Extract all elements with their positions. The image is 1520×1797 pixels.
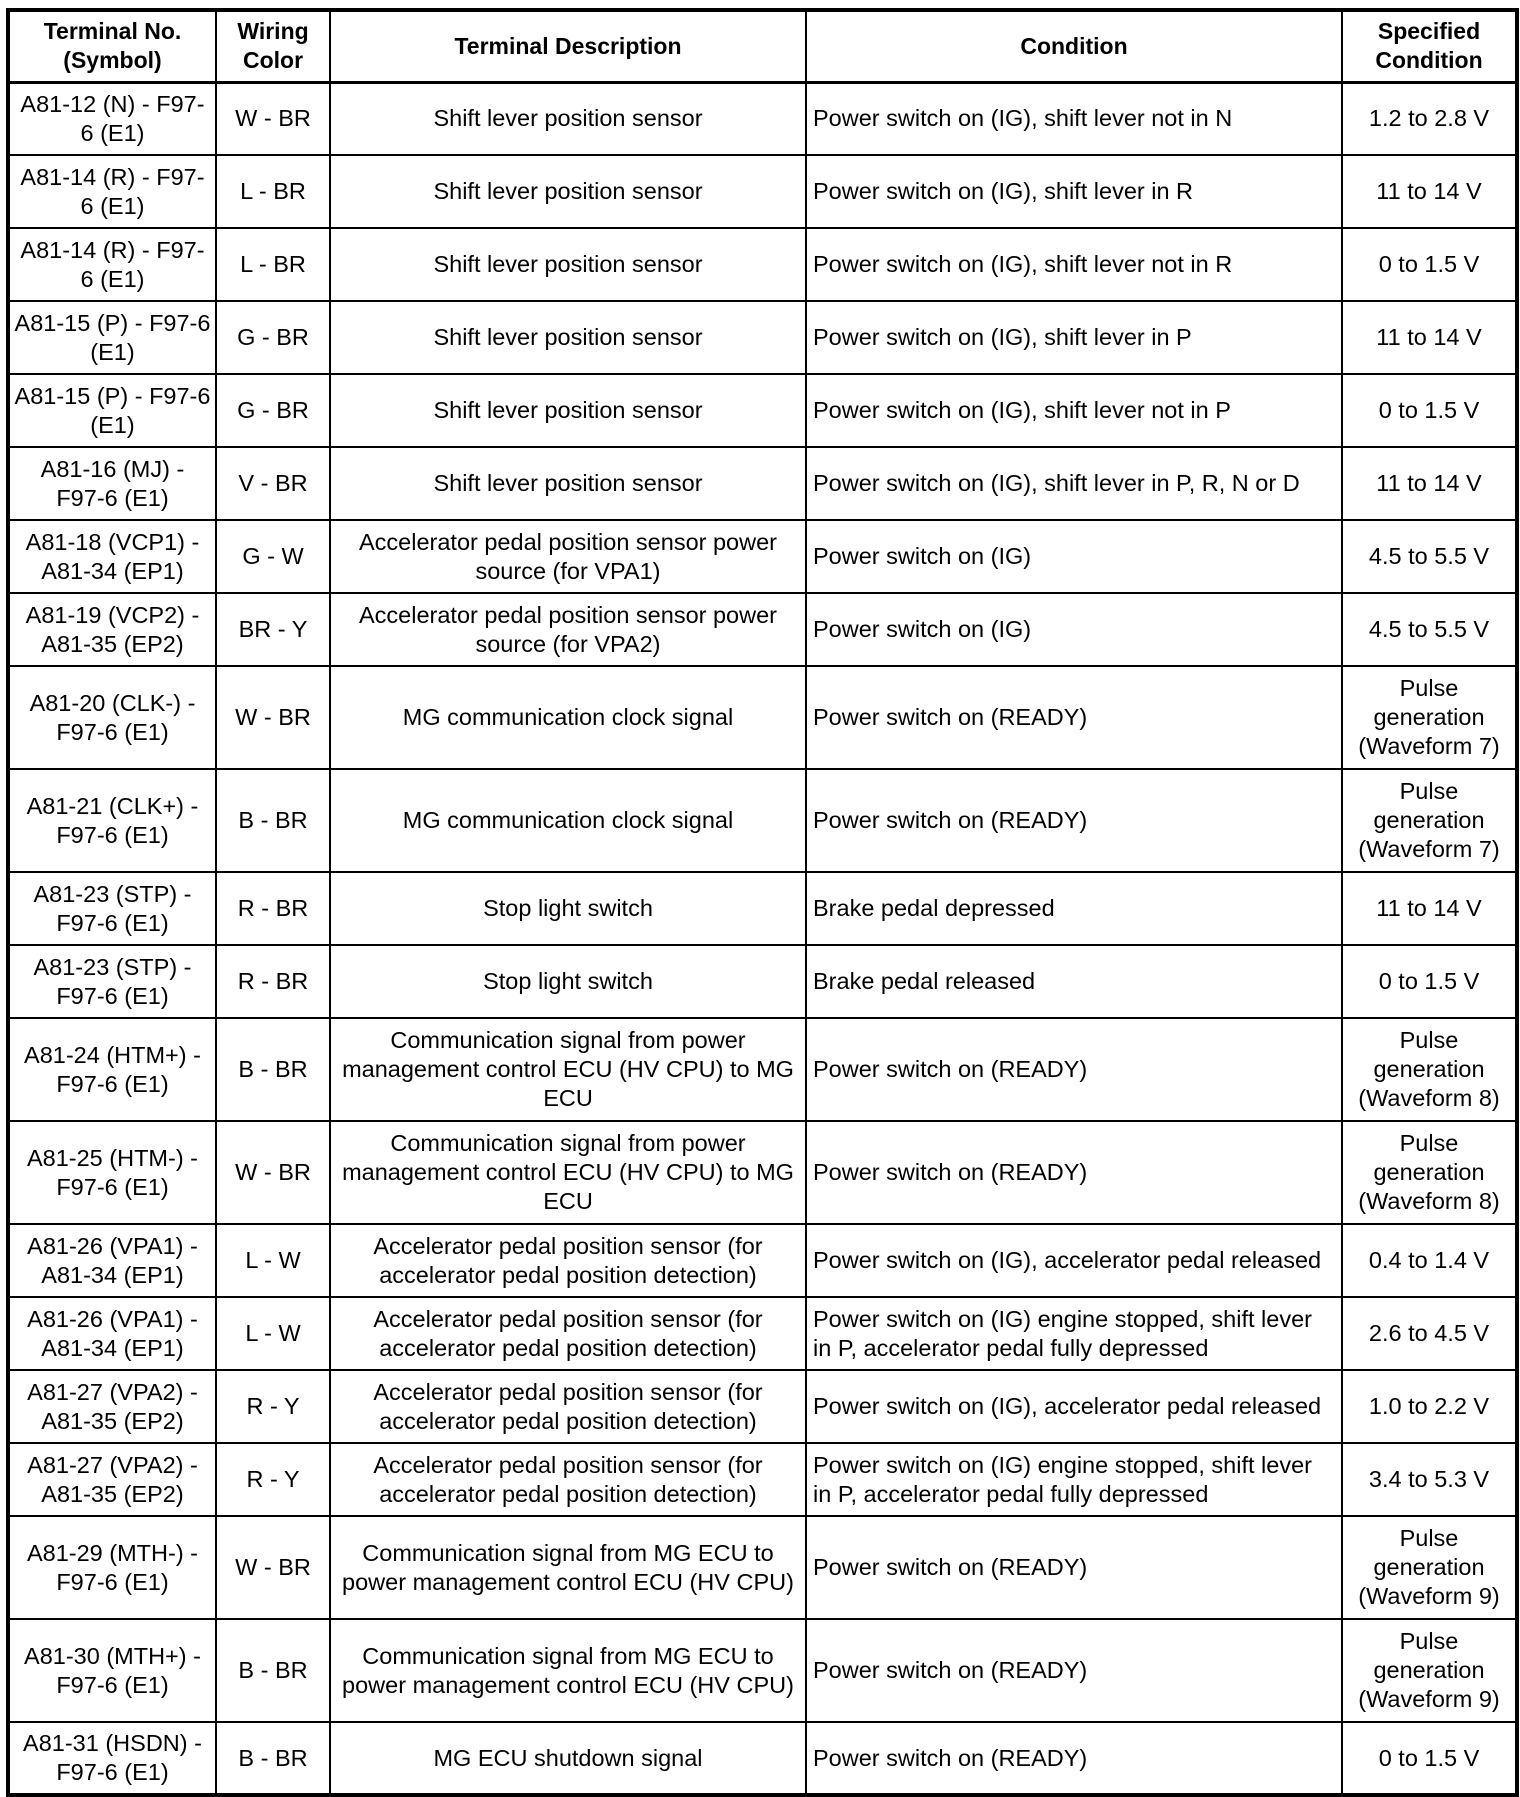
specified-condition-cell: Pulse generation (Waveform 8) <box>1342 1121 1517 1224</box>
terminal-cell: A81-21 (CLK+) - F97-6 (E1) <box>8 769 216 872</box>
condition-cell: Brake pedal released <box>806 945 1342 1018</box>
wiring-color-cell: G - BR <box>216 374 330 447</box>
description-cell: Shift lever position sensor <box>330 447 806 520</box>
header-terminal: Terminal No. (Symbol) <box>8 10 216 82</box>
specified-condition-cell: 1.2 to 2.8 V <box>1342 82 1517 155</box>
condition-cell: Brake pedal depressed <box>806 872 1342 945</box>
description-cell: Accelerator pedal position sensor power source (for VPA2) <box>330 593 806 666</box>
description-cell: Shift lever position sensor <box>330 374 806 447</box>
specified-condition-cell: 11 to 14 V <box>1342 872 1517 945</box>
terminal-cell: A81-26 (VPA1) - A81-34 (EP1) <box>8 1297 216 1370</box>
description-cell: Stop light switch <box>330 872 806 945</box>
specified-condition-cell: 3.4 to 5.3 V <box>1342 1443 1517 1516</box>
condition-cell: Power switch on (READY) <box>806 666 1342 769</box>
terminal-cell: A81-15 (P) - F97-6 (E1) <box>8 301 216 374</box>
condition-cell: Power switch on (READY) <box>806 1121 1342 1224</box>
wiring-color-cell: BR - Y <box>216 593 330 666</box>
wiring-color-cell: L - BR <box>216 228 330 301</box>
condition-cell: Power switch on (IG) engine stopped, shift lever in P, accelerator pedal fully depressed <box>806 1443 1342 1516</box>
table-row <box>8 1443 1517 1516</box>
specified-condition-cell: 0 to 1.5 V <box>1342 945 1517 1018</box>
header-specified-condition: Specified Condition <box>1342 10 1517 82</box>
terminal-cell: A81-31 (HSDN) - F97-6 (E1) <box>8 1722 216 1795</box>
description-cell: Shift lever position sensor <box>330 155 806 228</box>
condition-cell: Power switch on (IG), shift lever in R <box>806 155 1342 228</box>
wiring-color-cell: W - BR <box>216 82 330 155</box>
table-row <box>8 666 1517 769</box>
condition-cell: Power switch on (READY) <box>806 1516 1342 1619</box>
wiring-color-cell: W - BR <box>216 1516 330 1619</box>
description-cell: Shift lever position sensor <box>330 228 806 301</box>
condition-cell: Power switch on (IG) engine stopped, shift lever in P, accelerator pedal fully depressed <box>806 1297 1342 1370</box>
specified-condition-cell: 0 to 1.5 V <box>1342 1722 1517 1795</box>
specified-condition-cell: 0.4 to 1.4 V <box>1342 1224 1517 1297</box>
description-cell: Shift lever position sensor <box>330 82 806 155</box>
wiring-color-cell: R - BR <box>216 872 330 945</box>
description-cell: MG communication clock signal <box>330 769 806 872</box>
specified-condition-cell: Pulse generation (Waveform 7) <box>1342 769 1517 872</box>
description-cell: Communication signal from power management control ECU (HV CPU) to MG ECU <box>330 1121 806 1224</box>
wiring-color-cell: B - BR <box>216 769 330 872</box>
table-row <box>8 1370 1517 1443</box>
condition-cell: Power switch on (IG), accelerator pedal released <box>806 1370 1342 1443</box>
condition-cell: Power switch on (IG), shift lever not in N <box>806 82 1342 155</box>
terminal-cell: A81-23 (STP) - F97-6 (E1) <box>8 872 216 945</box>
description-cell: Accelerator pedal position sensor (for accelerator pedal position detection) <box>330 1297 806 1370</box>
wiring-color-cell: W - BR <box>216 1121 330 1224</box>
terminal-cell: A81-14 (R) - F97-6 (E1) <box>8 228 216 301</box>
header-wiring-color: Wiring Color <box>216 10 330 82</box>
terminal-cell: A81-12 (N) - F97-6 (E1) <box>8 82 216 155</box>
table-row <box>8 769 1517 872</box>
condition-cell: Power switch on (READY) <box>806 1018 1342 1121</box>
terminal-cell: A81-18 (VCP1) - A81-34 (EP1) <box>8 520 216 593</box>
table-row <box>8 82 1517 155</box>
description-cell: Communication signal from MG ECU to power management control ECU (HV CPU) <box>330 1516 806 1619</box>
description-cell: Accelerator pedal position sensor (for accelerator pedal position detection) <box>330 1443 806 1516</box>
condition-cell: Power switch on (IG), accelerator pedal released <box>806 1224 1342 1297</box>
specified-condition-cell: 4.5 to 5.5 V <box>1342 593 1517 666</box>
wiring-color-cell: W - BR <box>216 666 330 769</box>
header-terminal-description: Terminal Description <box>330 10 806 82</box>
table-body <box>8 82 1517 1795</box>
terminal-cell: A81-26 (VPA1) - A81-34 (EP1) <box>8 1224 216 1297</box>
condition-cell: Power switch on (IG), shift lever not in P <box>806 374 1342 447</box>
table-row <box>8 593 1517 666</box>
table-header-row <box>8 10 1517 82</box>
description-cell: Stop light switch <box>330 945 806 1018</box>
specified-condition-cell: 0 to 1.5 V <box>1342 228 1517 301</box>
specified-condition-cell: 4.5 to 5.5 V <box>1342 520 1517 593</box>
specified-condition-cell: 11 to 14 V <box>1342 447 1517 520</box>
wiring-color-cell: R - Y <box>216 1443 330 1516</box>
condition-cell: Power switch on (IG), shift lever in P, R, N or D <box>806 447 1342 520</box>
specified-condition-cell: Pulse generation (Waveform 9) <box>1342 1516 1517 1619</box>
specified-condition-cell: 11 to 14 V <box>1342 301 1517 374</box>
table-row <box>8 1224 1517 1297</box>
description-cell: Accelerator pedal position sensor power source (for VPA1) <box>330 520 806 593</box>
wiring-color-cell: B - BR <box>216 1018 330 1121</box>
specified-condition-cell: 11 to 14 V <box>1342 155 1517 228</box>
description-cell: MG ECU shutdown signal <box>330 1722 806 1795</box>
wiring-color-cell: B - BR <box>216 1619 330 1722</box>
condition-cell: Power switch on (IG), shift lever in P <box>806 301 1342 374</box>
description-cell: MG communication clock signal <box>330 666 806 769</box>
terminal-cell: A81-27 (VPA2) - A81-35 (EP2) <box>8 1370 216 1443</box>
description-cell: Accelerator pedal position sensor (for accelerator pedal position detection) <box>330 1224 806 1297</box>
description-cell: Accelerator pedal position sensor (for accelerator pedal position detection) <box>330 1370 806 1443</box>
wiring-color-cell: R - Y <box>216 1370 330 1443</box>
table-row <box>8 1516 1517 1619</box>
wiring-color-cell: G - W <box>216 520 330 593</box>
table-row <box>8 1297 1517 1370</box>
wiring-color-cell: V - BR <box>216 447 330 520</box>
condition-cell: Power switch on (READY) <box>806 1722 1342 1795</box>
terminal-cell: A81-20 (CLK-) - F97-6 (E1) <box>8 666 216 769</box>
specified-condition-cell: 1.0 to 2.2 V <box>1342 1370 1517 1443</box>
wiring-color-cell: B - BR <box>216 1722 330 1795</box>
wiring-color-cell: L - BR <box>216 155 330 228</box>
table-row <box>8 155 1517 228</box>
wiring-color-cell: R - BR <box>216 945 330 1018</box>
table-row <box>8 301 1517 374</box>
terminal-spec-table <box>6 8 1519 1797</box>
table-row <box>8 1619 1517 1722</box>
terminal-cell: A81-27 (VPA2) - A81-35 (EP2) <box>8 1443 216 1516</box>
terminal-cell: A81-14 (R) - F97-6 (E1) <box>8 155 216 228</box>
description-cell: Shift lever position sensor <box>330 301 806 374</box>
table-row <box>8 1121 1517 1224</box>
description-cell: Communication signal from MG ECU to power management control ECU (HV CPU) <box>330 1619 806 1722</box>
header-condition: Condition <box>806 10 1342 82</box>
terminal-cell: A81-29 (MTH-) - F97-6 (E1) <box>8 1516 216 1619</box>
wiring-color-cell: L - W <box>216 1224 330 1297</box>
condition-cell: Power switch on (IG), shift lever not in R <box>806 228 1342 301</box>
terminal-cell: A81-16 (MJ) - F97-6 (E1) <box>8 447 216 520</box>
wiring-color-cell: L - W <box>216 1297 330 1370</box>
table-row <box>8 447 1517 520</box>
condition-cell: Power switch on (READY) <box>806 769 1342 872</box>
terminal-cell: A81-24 (HTM+) - F97-6 (E1) <box>8 1018 216 1121</box>
table-row <box>8 1722 1517 1795</box>
table-row <box>8 228 1517 301</box>
specified-condition-cell: Pulse generation (Waveform 7) <box>1342 666 1517 769</box>
condition-cell: Power switch on (IG) <box>806 593 1342 666</box>
specified-condition-cell: Pulse generation (Waveform 9) <box>1342 1619 1517 1722</box>
condition-cell: Power switch on (READY) <box>806 1619 1342 1722</box>
specified-condition-cell: 2.6 to 4.5 V <box>1342 1297 1517 1370</box>
terminal-cell: A81-19 (VCP2) - A81-35 (EP2) <box>8 593 216 666</box>
table-row <box>8 520 1517 593</box>
specified-condition-cell: Pulse generation (Waveform 8) <box>1342 1018 1517 1121</box>
wiring-color-cell: G - BR <box>216 301 330 374</box>
condition-cell: Power switch on (IG) <box>806 520 1342 593</box>
table-row <box>8 1018 1517 1121</box>
terminal-cell: A81-30 (MTH+) - F97-6 (E1) <box>8 1619 216 1722</box>
specified-condition-cell: 0 to 1.5 V <box>1342 374 1517 447</box>
terminal-spec-sheet <box>6 8 1515 1797</box>
table-row <box>8 872 1517 945</box>
table-row <box>8 945 1517 1018</box>
terminal-cell: A81-15 (P) - F97-6 (E1) <box>8 374 216 447</box>
description-cell: Communication signal from power management control ECU (HV CPU) to MG ECU <box>330 1018 806 1121</box>
terminal-cell: A81-23 (STP) - F97-6 (E1) <box>8 945 216 1018</box>
terminal-cell: A81-25 (HTM-) - F97-6 (E1) <box>8 1121 216 1224</box>
table-row <box>8 374 1517 447</box>
